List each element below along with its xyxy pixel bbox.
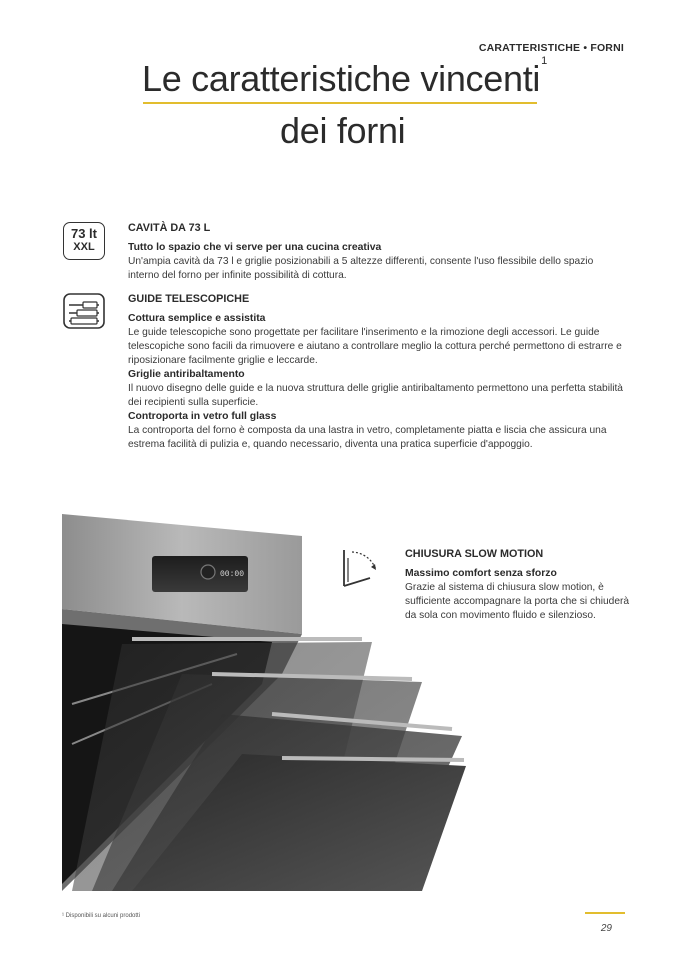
guides-heading: GUIDE TELESCOPICHE bbox=[128, 293, 250, 305]
slow-motion-text: Grazie al sistema di chiusura slow motion, è sufficiente accompagnare la porta che si chiuderà da sola con movimento fluido e silenzioso. bbox=[405, 582, 630, 621]
oven-display: 00:00 bbox=[220, 570, 245, 579]
guides-section bbox=[128, 292, 626, 452]
cavity-text: Un'ampia cavità da 73 l e griglie posizionabili a 5 altezze differenti, consente l'uso flessibile dello spazio interno del forno per infinite possibilità di cottura. bbox=[128, 256, 594, 281]
slow-motion-heading: CHIUSURA SLOW MOTION bbox=[405, 548, 544, 560]
title-footnote-ref: 1 bbox=[541, 55, 547, 67]
telescopic-guides-icon bbox=[63, 293, 105, 329]
slow-motion-icon bbox=[340, 546, 382, 590]
page-number-rule bbox=[585, 912, 625, 914]
cavity-icon-size: XXL bbox=[73, 241, 95, 253]
guides-subheading-1: Cottura semplice e assistita bbox=[128, 313, 266, 324]
guides-text-1: Le guide telescopiche sono progettate per facilitare l'inserimento e la rimozione degli accessori. Le guide telescopiche sono facili da rimuovere e aiutano a controllare meglio la cottura perché permettono di estrarre e riposizionare facilmente griglie e leccarde. bbox=[128, 327, 622, 366]
cavity-icon-volume: 73 lt bbox=[70, 226, 97, 241]
slow-motion-subheading: Massimo comfort senza sforzo bbox=[405, 568, 557, 579]
cavity-heading: CAVITÀ DA 73 L bbox=[128, 222, 211, 234]
section-tag: CARATTERISTICHE • FORNI bbox=[478, 42, 624, 54]
guides-subheading-2: Griglie antiribaltamento bbox=[128, 369, 245, 380]
title-text: Le caratteristiche vincenti bbox=[142, 58, 541, 99]
cavity-subheading: Tutto lo spazio che vi serve per una cucina creativa bbox=[128, 242, 382, 253]
guides-subheading-3: Controporta in vetro full glass bbox=[128, 411, 277, 422]
page-title-line2: dei forni bbox=[280, 110, 406, 151]
footnote: ¹ Disponibili su alcuni prodotti bbox=[62, 913, 141, 919]
oven-knob bbox=[201, 565, 215, 579]
guides-text-2: Il nuovo disegno delle guide e la nuova struttura delle griglie antiribaltamento permettono una perfetta stabilità dei recipienti sulla superficie. bbox=[128, 383, 623, 408]
cavity-section bbox=[128, 221, 626, 283]
slow-motion-section bbox=[405, 547, 630, 623]
page-title-line1 bbox=[142, 55, 547, 100]
page-number: 29 bbox=[600, 923, 612, 934]
guides-text-3: La controporta del forno è composta da una lastra in vetro, completamente piatta e liscia che assicura una estrema facilità di pulizia e, quando necessario, diventa una pratica superficie d'appoggio. bbox=[128, 425, 607, 450]
title-underline bbox=[143, 102, 537, 104]
cavity-73l-icon bbox=[63, 222, 105, 260]
